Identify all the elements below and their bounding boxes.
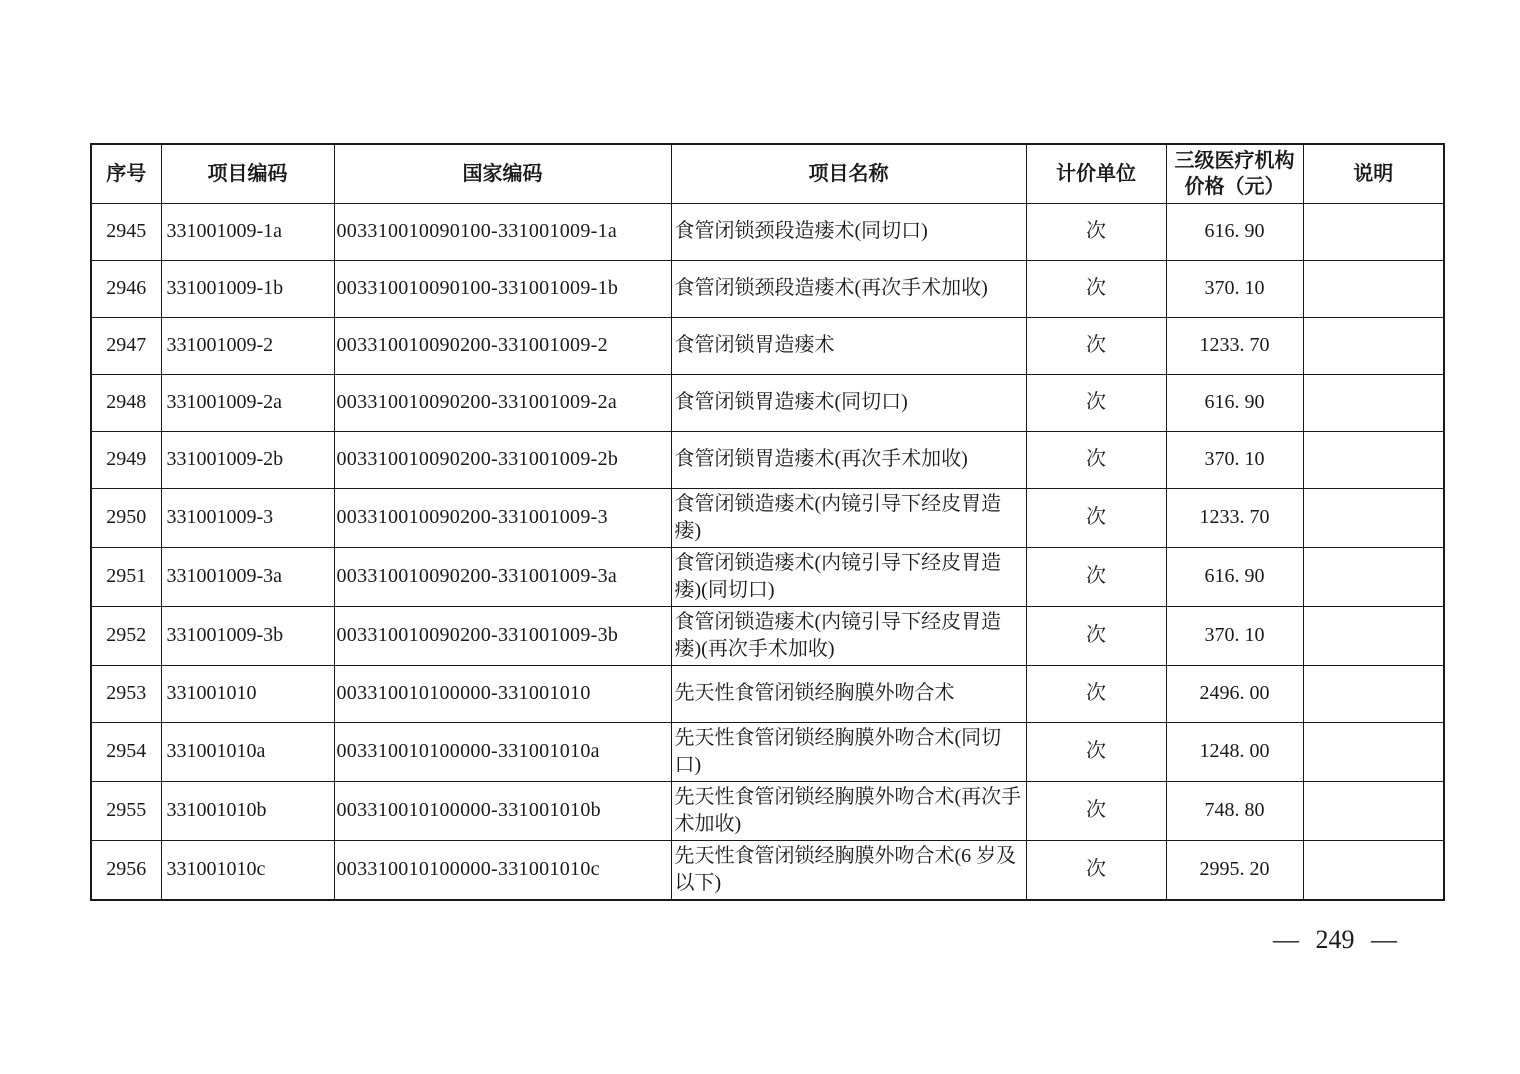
cell-national_code: 003310010090200-331001009-3a [334, 547, 671, 606]
cell-price: 1248. 00 [1166, 722, 1303, 781]
cell-price: 616. 90 [1166, 374, 1303, 431]
cell-note [1303, 781, 1444, 840]
cell-name: 食管闭锁胃造瘘术(同切口) [671, 374, 1026, 431]
cell-note [1303, 665, 1444, 722]
table-row [91, 606, 1444, 665]
cell-name: 先天性食管闭锁经胸膜外吻合术 [671, 665, 1026, 722]
cell-name: 食管闭锁颈段造瘘术(再次手术加收) [671, 260, 1026, 317]
cell-unit: 次 [1026, 260, 1166, 317]
cell-price: 748. 80 [1166, 781, 1303, 840]
cell-seq: 2955 [91, 781, 161, 840]
cell-note [1303, 488, 1444, 547]
column-header-name: 项目名称 [671, 144, 1026, 203]
cell-name: 食管闭锁造瘘术(内镜引导下经皮胃造瘘)(同切口) [671, 547, 1026, 606]
table-row [91, 203, 1444, 260]
cell-code: 331001009-3a [161, 547, 334, 606]
cell-seq: 2950 [91, 488, 161, 547]
table-row [91, 431, 1444, 488]
cell-price: 2995. 20 [1166, 840, 1303, 900]
cell-code: 331001010c [161, 840, 334, 900]
cell-seq: 2946 [91, 260, 161, 317]
cell-seq: 2953 [91, 665, 161, 722]
cell-note [1303, 722, 1444, 781]
cell-unit: 次 [1026, 781, 1166, 840]
table-row [91, 665, 1444, 722]
cell-code: 331001009-2b [161, 431, 334, 488]
cell-national_code: 003310010090200-331001009-2a [334, 374, 671, 431]
cell-national_code: 003310010100000-331001010 [334, 665, 671, 722]
cell-seq: 2956 [91, 840, 161, 900]
cell-unit: 次 [1026, 722, 1166, 781]
column-header-code: 项目编码 [161, 144, 334, 203]
table-header [91, 144, 1444, 203]
pricing-table [90, 143, 1445, 901]
cell-national_code: 003310010090100-331001009-1a [334, 203, 671, 260]
cell-code: 331001009-2 [161, 317, 334, 374]
table-body [91, 203, 1444, 900]
table-row [91, 840, 1444, 900]
cell-name: 食管闭锁胃造瘘术 [671, 317, 1026, 374]
cell-name: 先天性食管闭锁经胸膜外吻合术(同切口) [671, 722, 1026, 781]
cell-seq: 2952 [91, 606, 161, 665]
cell-name: 食管闭锁造瘘术(内镜引导下经皮胃造瘘)(再次手术加收) [671, 606, 1026, 665]
cell-note [1303, 374, 1444, 431]
cell-unit: 次 [1026, 606, 1166, 665]
cell-note [1303, 606, 1444, 665]
cell-national_code: 003310010090200-331001009-3b [334, 606, 671, 665]
table-row [91, 374, 1444, 431]
cell-seq: 2947 [91, 317, 161, 374]
cell-price: 370. 10 [1166, 431, 1303, 488]
column-header-price: 三级医疗机构价格（元） [1166, 144, 1303, 203]
cell-price: 616. 90 [1166, 547, 1303, 606]
column-header-unit: 计价单位 [1026, 144, 1166, 203]
cell-note [1303, 840, 1444, 900]
page-number: — 249 — [1273, 925, 1397, 954]
cell-seq: 2951 [91, 547, 161, 606]
cell-unit: 次 [1026, 374, 1166, 431]
cell-seq: 2954 [91, 722, 161, 781]
column-header-note: 说明 [1303, 144, 1444, 203]
table-row [91, 722, 1444, 781]
cell-code: 331001009-3 [161, 488, 334, 547]
cell-note [1303, 431, 1444, 488]
cell-seq: 2949 [91, 431, 161, 488]
cell-national_code: 003310010090200-331001009-2b [334, 431, 671, 488]
cell-note [1303, 260, 1444, 317]
cell-price: 370. 10 [1166, 606, 1303, 665]
cell-unit: 次 [1026, 840, 1166, 900]
cell-seq: 2948 [91, 374, 161, 431]
cell-note [1303, 317, 1444, 374]
table-row [91, 781, 1444, 840]
cell-price: 1233. 70 [1166, 317, 1303, 374]
cell-code: 331001009-1a [161, 203, 334, 260]
cell-unit: 次 [1026, 317, 1166, 374]
cell-unit: 次 [1026, 203, 1166, 260]
cell-national_code: 003310010090200-331001009-2 [334, 317, 671, 374]
cell-national_code: 003310010090200-331001009-3 [334, 488, 671, 547]
cell-code: 331001010a [161, 722, 334, 781]
cell-code: 331001009-3b [161, 606, 334, 665]
header-row [91, 144, 1444, 203]
table-row [91, 317, 1444, 374]
cell-name: 先天性食管闭锁经胸膜外吻合术(再次手术加收) [671, 781, 1026, 840]
cell-name: 先天性食管闭锁经胸膜外吻合术(6 岁及以下) [671, 840, 1026, 900]
cell-unit: 次 [1026, 665, 1166, 722]
cell-national_code: 003310010090100-331001009-1b [334, 260, 671, 317]
cell-national_code: 003310010100000-331001010b [334, 781, 671, 840]
column-header-national_code: 国家编码 [334, 144, 671, 203]
cell-price: 370. 10 [1166, 260, 1303, 317]
cell-note [1303, 203, 1444, 260]
cell-unit: 次 [1026, 547, 1166, 606]
cell-price: 1233. 70 [1166, 488, 1303, 547]
cell-name: 食管闭锁胃造瘘术(再次手术加收) [671, 431, 1026, 488]
cell-code: 331001009-1b [161, 260, 334, 317]
cell-code: 331001010b [161, 781, 334, 840]
cell-name: 食管闭锁颈段造瘘术(同切口) [671, 203, 1026, 260]
cell-note [1303, 547, 1444, 606]
cell-seq: 2945 [91, 203, 161, 260]
cell-national_code: 003310010100000-331001010c [334, 840, 671, 900]
cell-price: 2496. 00 [1166, 665, 1303, 722]
cell-unit: 次 [1026, 488, 1166, 547]
cell-code: 331001009-2a [161, 374, 334, 431]
cell-national_code: 003310010100000-331001010a [334, 722, 671, 781]
cell-name: 食管闭锁造瘘术(内镜引导下经皮胃造瘘) [671, 488, 1026, 547]
table-row [91, 547, 1444, 606]
column-header-seq: 序号 [91, 144, 161, 203]
table-row [91, 260, 1444, 317]
cell-code: 331001010 [161, 665, 334, 722]
table-row [91, 488, 1444, 547]
cell-unit: 次 [1026, 431, 1166, 488]
cell-price: 616. 90 [1166, 203, 1303, 260]
